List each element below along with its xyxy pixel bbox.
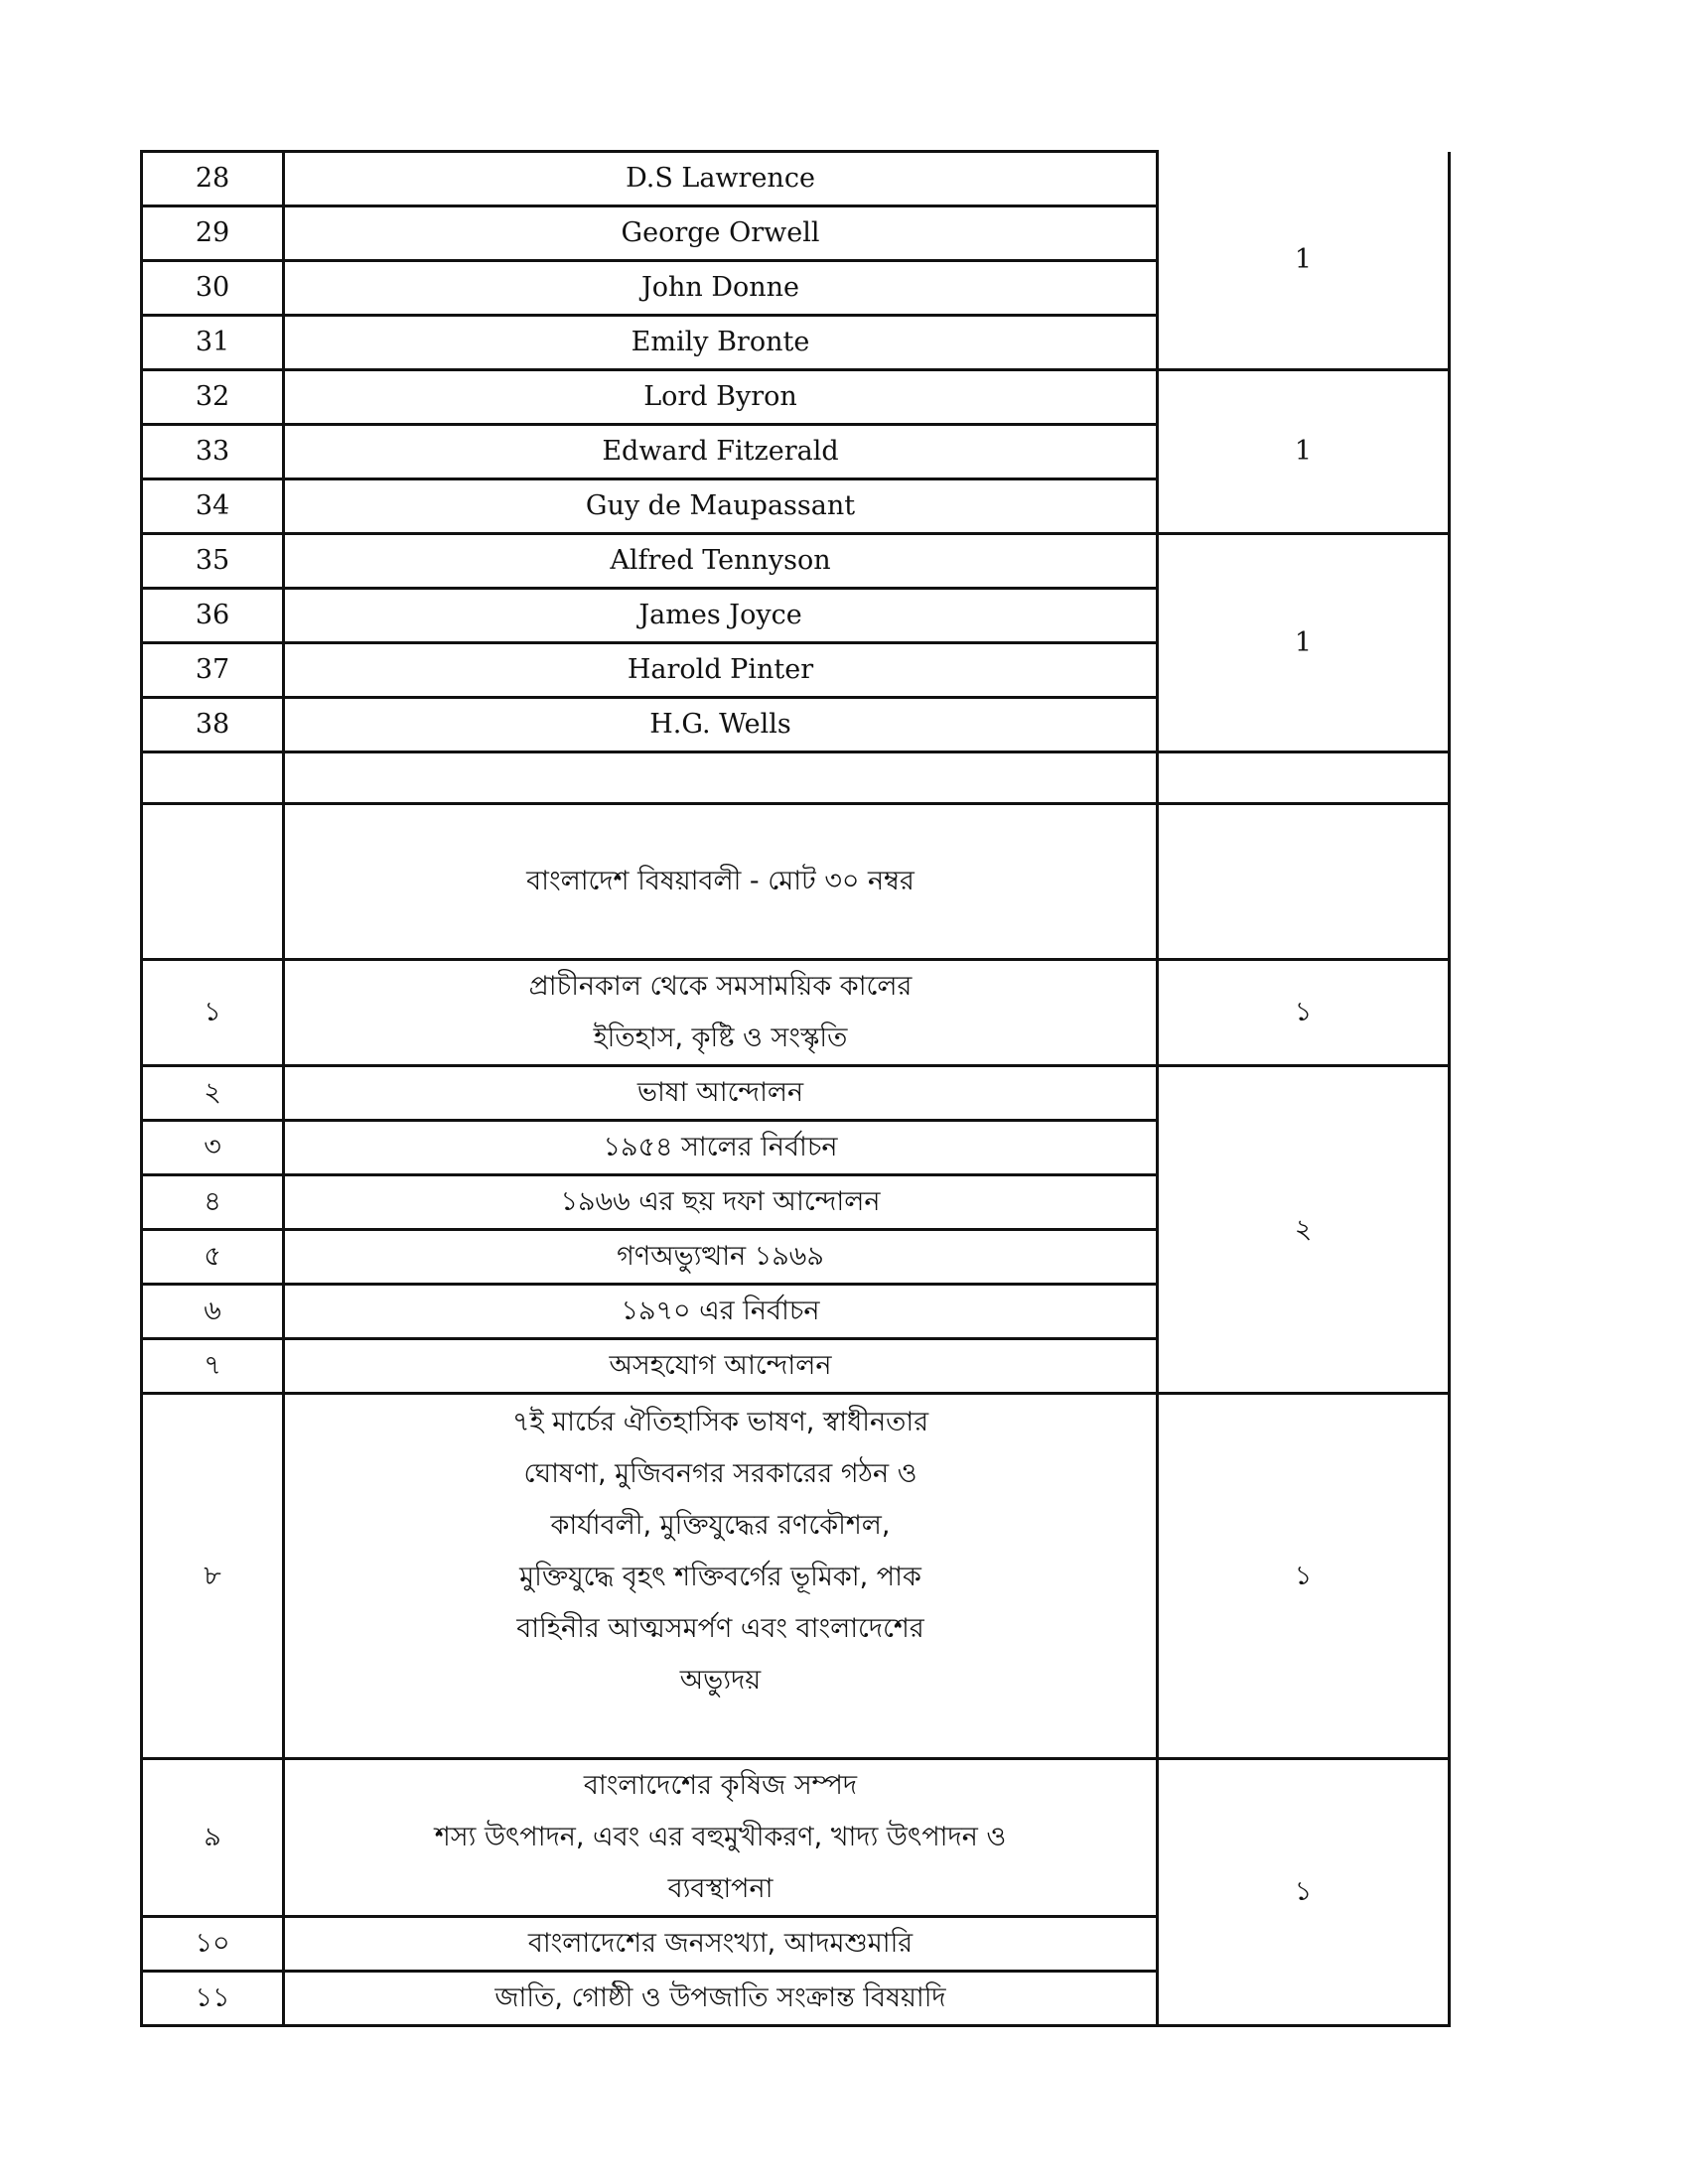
serial-cell: ৭ [142, 1339, 284, 1394]
marks-cell: ১ [1158, 960, 1450, 1066]
empty-cell [284, 752, 1158, 804]
table-row [142, 1759, 1450, 1917]
serial-cell: ৬ [142, 1285, 284, 1339]
topic-cell: Edward Fitzerald [284, 425, 1158, 479]
topic-cell [284, 1394, 1158, 1759]
empty-cell [1158, 752, 1450, 804]
topic-cell: গণঅভ্যুত্থান ১৯৬৯ [284, 1230, 1158, 1285]
section-heading-row [142, 804, 1450, 960]
serial-cell: 36 [142, 589, 284, 643]
empty-row [142, 752, 1450, 804]
topic-cell [284, 1759, 1158, 1917]
table-row [142, 960, 1450, 1066]
serial-cell: ৯ [142, 1759, 284, 1917]
topic-cell: ভাষা আন্দোলন [284, 1066, 1158, 1121]
topic-cell: Harold Pinter [284, 643, 1158, 698]
serial-cell: 38 [142, 698, 284, 752]
marks-cell: ১ [1158, 1759, 1450, 2026]
marks-cell: ১ [1158, 1394, 1450, 1759]
serial-cell: 33 [142, 425, 284, 479]
topic-line: প্রাচীনকাল থেকে সমসাময়িক কালের [528, 971, 913, 1002]
topic-line: বাংলাদেশের কৃষিজ সম্পদ [583, 1770, 858, 1801]
serial-cell: ৮ [142, 1394, 284, 1759]
serial-cell: ৫ [142, 1230, 284, 1285]
topic-cell [284, 960, 1158, 1066]
topic-cell: Lord Byron [284, 370, 1158, 425]
topic-cell: D.S Lawrence [284, 152, 1158, 206]
topic-cell: George Orwell [284, 206, 1158, 261]
serial-cell: 35 [142, 534, 284, 589]
topic-line: ঘোষণা, মুজিবনগর সরকারের গঠন ও [523, 1458, 917, 1489]
table-row [142, 152, 1450, 206]
serial-cell: ৩ [142, 1121, 284, 1175]
marks-cell: 1 [1158, 370, 1450, 534]
topic-cell: জাতি, গোষ্ঠী ও উপজাতি সংক্রান্ত বিষয়াদি [284, 1972, 1158, 2026]
syllabus-table [140, 150, 1451, 2027]
serial-cell: 30 [142, 261, 284, 316]
topic-line: শস্য উৎপাদন, এবং এর বহুমুখীকরণ, খাদ্য উৎপাদন ও [434, 1822, 1007, 1852]
topic-line: কার্যাবলী, মুক্তিযুদ্ধের রণকৌশল, [550, 1510, 891, 1541]
topic-cell: বাংলাদেশের জনসংখ্যা, আদমশুমারি [284, 1917, 1158, 1972]
table-row [142, 534, 1450, 589]
empty-cell [142, 752, 284, 804]
topic-cell: H.G. Wells [284, 698, 1158, 752]
topic-line: মুক্তিযুদ্ধে বৃহৎ শক্তিবর্গের ভূমিকা, পাক [519, 1562, 921, 1592]
serial-cell: 29 [142, 206, 284, 261]
marks-cell: ২ [1158, 1066, 1450, 1394]
marks-cell: 1 [1158, 534, 1450, 752]
topic-line: ব্যবস্থাপনা [667, 1873, 774, 1904]
marks-cell: 1 [1158, 152, 1450, 370]
topic-cell: Alfred Tennyson [284, 534, 1158, 589]
topic-cell: Emily Bronte [284, 316, 1158, 370]
topic-line: ইতিহাস, কৃষ্টি ও সংস্কৃতি [593, 1023, 848, 1053]
serial-cell: ৪ [142, 1175, 284, 1230]
table-row [142, 1066, 1450, 1121]
topic-line: বাহিনীর আত্মসমর্পণ এবং বাংলাদেশের [516, 1613, 924, 1644]
serial-cell: 37 [142, 643, 284, 698]
topic-cell: অসহযোগ আন্দোলন [284, 1339, 1158, 1394]
serial-cell: 32 [142, 370, 284, 425]
topic-cell: ১৯৫৪ সালের নির্বাচন [284, 1121, 1158, 1175]
serial-cell: 31 [142, 316, 284, 370]
empty-cell [142, 804, 284, 960]
serial-cell: ২ [142, 1066, 284, 1121]
serial-cell: 28 [142, 152, 284, 206]
table-row [142, 370, 1450, 425]
topic-cell: James Joyce [284, 589, 1158, 643]
topic-cell: ১৯৬৬ এর ছয় দফা আন্দোলন [284, 1175, 1158, 1230]
topic-cell: Guy de Maupassant [284, 479, 1158, 534]
section-heading: বাংলাদেশ বিষয়াবলী - মোট ৩০ নম্বর [284, 804, 1158, 960]
topic-line: ৭ই মার্চের ঐতিহাসিক ভাষণ, স্বাধীনতার [511, 1407, 929, 1437]
topic-cell: John Donne [284, 261, 1158, 316]
topic-cell: ১৯৭০ এর নির্বাচন [284, 1285, 1158, 1339]
empty-cell [1158, 804, 1450, 960]
table-row [142, 1394, 1450, 1759]
serial-cell: 34 [142, 479, 284, 534]
serial-cell: ১১ [142, 1972, 284, 2026]
topic-line: অভ্যুদয় [679, 1665, 762, 1696]
serial-cell: ১০ [142, 1917, 284, 1972]
serial-cell: ১ [142, 960, 284, 1066]
